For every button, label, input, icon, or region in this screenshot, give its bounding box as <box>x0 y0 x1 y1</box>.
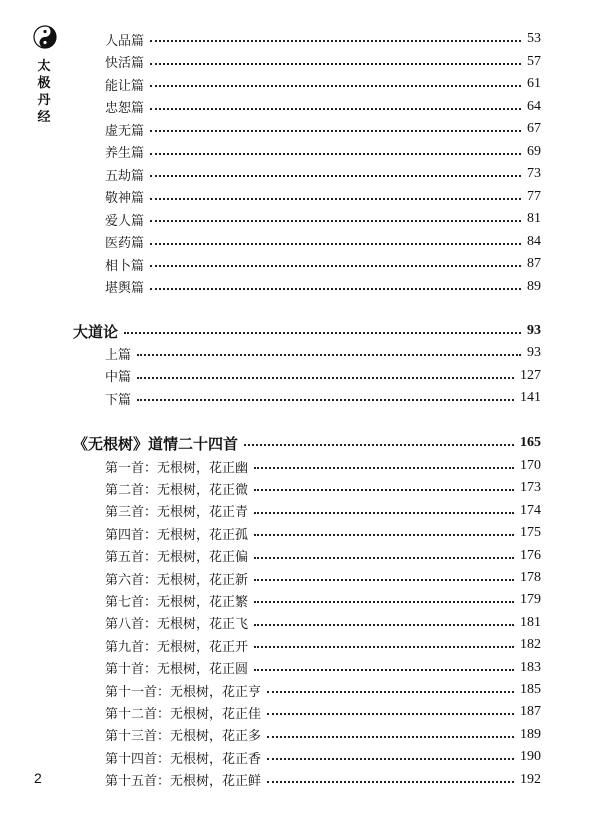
book-title-char: 极 <box>37 76 51 91</box>
toc-entry-title: 第四首：无根树，花正孤 <box>105 527 249 543</box>
dot-leader <box>150 198 521 200</box>
toc-entry <box>105 634 541 656</box>
toc-entry-page: 174 <box>520 502 541 518</box>
toc-entry-title: 下篇 <box>105 392 132 408</box>
page-number: 2 <box>34 770 42 786</box>
book-title-char: 丹 <box>37 93 51 108</box>
dot-leader <box>267 781 514 783</box>
toc-entry-title: 能让篇 <box>105 78 145 94</box>
toc-entry-page: 93 <box>527 323 541 338</box>
dot-leader <box>254 601 514 603</box>
dot-leader <box>137 377 514 379</box>
toc-entry <box>105 769 541 791</box>
dot-leader <box>254 534 514 536</box>
toc-entry <box>105 208 541 230</box>
dot-leader <box>267 713 514 715</box>
toc-entry <box>105 545 541 567</box>
dot-leader <box>254 467 514 469</box>
toc-entry <box>105 567 541 589</box>
dot-leader <box>150 85 521 87</box>
toc-entry <box>105 477 541 499</box>
toc-entry-title: 医药篇 <box>105 236 145 251</box>
toc-entry <box>105 253 541 275</box>
toc-entry-title: 五劫篇 <box>105 168 145 184</box>
dot-leader <box>254 624 514 626</box>
toc-entry <box>105 522 541 544</box>
toc-entry-title: 第十四首：无根树，花正香 <box>105 751 262 767</box>
toc-entry-page: 192 <box>520 771 541 787</box>
toc-entry-page: 69 <box>527 143 541 159</box>
toc-entry <box>105 589 541 611</box>
toc-entry <box>105 455 541 477</box>
dot-leader <box>254 512 514 514</box>
toc-entry <box>105 342 541 364</box>
toc-entry-page: 176 <box>520 547 541 563</box>
toc-entry-title: 第十二首：无根树，花正佳 <box>105 706 262 722</box>
dot-leader <box>267 691 514 693</box>
toc-entry-page: 189 <box>520 726 541 742</box>
toc-entry-title: 敬神篇 <box>105 191 145 206</box>
toc-entry <box>105 612 541 634</box>
toc-entry <box>105 163 541 185</box>
toc-entry <box>105 118 541 140</box>
toc-entry-title: 虚无篇 <box>105 123 145 139</box>
toc-entry-title: 第六首：无根树，花正新 <box>105 572 249 588</box>
toc-entry-title: 人品篇 <box>105 33 145 49</box>
dot-leader <box>124 332 521 334</box>
toc-entry-page: 57 <box>527 53 541 69</box>
toc-entry-title: 爱人篇 <box>105 213 145 229</box>
toc-entry-page: 67 <box>527 121 541 136</box>
dot-leader <box>150 175 521 177</box>
toc-entry <box>105 96 541 118</box>
toc-entry-page: 190 <box>520 749 541 765</box>
toc-entry-page: 185 <box>520 682 541 697</box>
toc-entry-page: 141 <box>520 390 541 406</box>
dot-leader <box>150 40 521 42</box>
dot-leader <box>150 265 521 267</box>
toc-entry-page: 170 <box>520 458 541 473</box>
toc-entry <box>105 679 541 701</box>
dot-leader <box>254 669 514 671</box>
dot-leader <box>267 736 514 738</box>
toc-entry-page: 175 <box>520 525 541 541</box>
toc-entry-page: 77 <box>527 188 541 204</box>
book-title-char: 太 <box>37 59 51 74</box>
toc-entry-title: 《无根树》道情二十四首 <box>73 434 239 453</box>
toc-entry-page: 181 <box>520 614 541 630</box>
toc-entry-title: 相卜篇 <box>105 258 145 274</box>
toc-entry <box>105 701 541 723</box>
toc-entry-title: 第三首：无根树，花正青 <box>105 505 249 521</box>
dot-leader <box>267 758 514 760</box>
toc-entry-page: 84 <box>527 233 541 249</box>
toc-entry <box>105 724 541 746</box>
toc-entry <box>105 231 541 253</box>
toc-entry <box>105 500 541 522</box>
toc-entry-page: 173 <box>520 480 541 496</box>
toc-entry-title: 中篇 <box>105 370 132 386</box>
toc-section-entry <box>73 432 541 454</box>
toc-entry <box>105 186 541 208</box>
toc-entry-title: 第二首：无根树，花正微 <box>105 482 249 498</box>
dot-leader <box>244 444 514 446</box>
toc-entry-title: 第五首：无根树，花正偏 <box>105 550 249 566</box>
toc-entry-page: 64 <box>527 98 541 114</box>
toc-entry-page: 93 <box>527 345 541 360</box>
toc-entry-page: 183 <box>520 659 541 675</box>
toc-entry <box>105 73 541 95</box>
toc-entry <box>105 141 541 163</box>
toc-entry-title: 第八首：无根树，花正飞 <box>105 617 249 633</box>
dot-leader <box>254 646 514 648</box>
toc-entry-page: 182 <box>520 637 541 653</box>
toc-entry-title: 第十五首：无根树，花正鲜 <box>105 774 262 790</box>
toc-entry-page: 187 <box>520 704 541 720</box>
dot-leader <box>137 399 514 401</box>
toc-entry <box>105 657 541 679</box>
book-title-char: 经 <box>37 110 51 125</box>
toc-entry-title: 第十一首：无根树，花正亨 <box>105 684 262 700</box>
toc-entry-page: 53 <box>527 31 541 46</box>
toc-entry-page: 73 <box>527 166 541 181</box>
toc-entry-title: 第一首：无根树，花正幽 <box>105 460 249 476</box>
toc-entry <box>105 365 541 387</box>
toc-entry-title: 第九首：无根树，花正开 <box>105 639 249 655</box>
toc-entry-title: 大道论 <box>73 322 119 341</box>
toc-entry-title: 第十首：无根树，花正圆 <box>105 662 249 678</box>
toc-entry-title: 快活篇 <box>105 56 145 71</box>
dot-leader <box>254 579 514 581</box>
toc-entry-title: 第七首：无根树，花正繁 <box>105 594 249 610</box>
dot-leader <box>137 354 521 356</box>
toc-section-entry <box>73 320 541 342</box>
toc-entry-page: 81 <box>527 211 541 226</box>
toc-entry-title: 第十三首：无根树，花正多 <box>105 729 262 745</box>
dot-leader <box>150 108 521 110</box>
toc-entry-page: 179 <box>520 592 541 608</box>
toc-entry <box>105 28 541 50</box>
dot-leader <box>254 557 514 559</box>
toc-entry-title: 忠恕篇 <box>105 101 145 116</box>
dot-leader <box>150 63 521 65</box>
toc-entry-title: 养生篇 <box>105 146 145 161</box>
toc-entry-page: 87 <box>527 256 541 271</box>
toc-entry <box>105 276 541 298</box>
toc-entry <box>105 387 541 409</box>
toc-entry-title: 堪舆篇 <box>105 281 145 296</box>
toc-entry-page: 178 <box>520 570 541 585</box>
dot-leader <box>150 153 521 155</box>
toc-entry-title: 上篇 <box>105 347 132 363</box>
dot-leader <box>150 288 521 290</box>
dot-leader <box>150 243 521 245</box>
dot-leader <box>254 489 514 491</box>
toc-entry <box>105 51 541 73</box>
toc-entry-page: 165 <box>520 435 541 450</box>
toc-entry <box>105 746 541 768</box>
toc-entry-page: 61 <box>527 76 541 91</box>
dot-leader <box>150 220 521 222</box>
toc-entry-page: 127 <box>520 367 541 383</box>
dot-leader <box>150 130 521 132</box>
toc-entry-page: 89 <box>527 278 541 294</box>
